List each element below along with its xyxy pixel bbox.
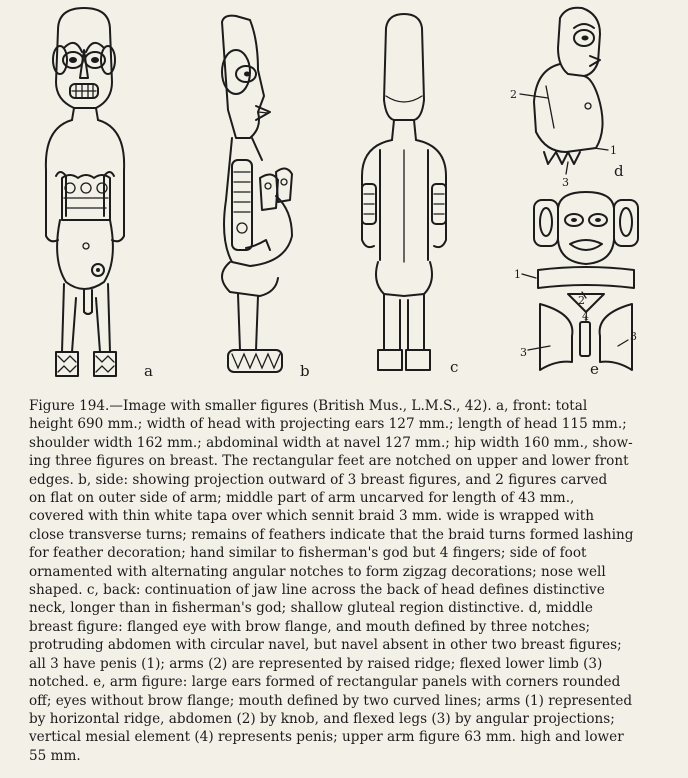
figure-c-back-view bbox=[362, 14, 458, 376]
caption-line: covered with thin white tapa over which sennit braid 3 mm. wide is wrapped with bbox=[29, 508, 595, 525]
e-callout-1: 1 bbox=[514, 268, 521, 281]
caption-line: 55 mm. bbox=[29, 747, 81, 764]
caption-line: close transverse turns; remains of feathers indicate that the braid turns formed lashing bbox=[29, 526, 634, 543]
figure-d-breast-figure bbox=[510, 8, 624, 189]
caption-line: on flat on outer side of arm; middle part of arm uncarved for length of 43 mm., bbox=[29, 490, 575, 507]
caption-line: ornamented with alternating angular notches to form zigzag decorations; nose well bbox=[29, 563, 606, 580]
caption-line: edges. b, side: showing projection outward of 3 breast figures, and 2 figures carved bbox=[29, 471, 608, 488]
caption-line: notched. e, arm figure: large ears formed of rectangular panels with corners rounded bbox=[29, 674, 621, 691]
caption-line: shaped. c, back: continuation of jaw line across the back of head defines distinctive bbox=[29, 582, 605, 599]
caption-line: vertical mesial element (4) represents penis; upper arm figure 63 mm. high and lower bbox=[29, 729, 624, 746]
caption-line: neck, longer than in fisherman's god; shallow gluteal region distinctive. d, middle bbox=[29, 600, 593, 617]
panel-label-a: a bbox=[144, 362, 153, 380]
caption-line: ing three figures on breast. The rectangular feet are notched on upper and lower front bbox=[29, 453, 629, 470]
d-callout-2: 2 bbox=[510, 88, 517, 101]
caption-line: for feather decoration; hand similar to fisherman's god but 4 fingers; side of foot bbox=[29, 545, 587, 562]
e-callout-2: 2 bbox=[578, 294, 585, 307]
e-callout-4: 4 bbox=[582, 310, 589, 323]
caption-line: Figure 194.—Image with smaller figures (British Mus., L.M.S., 42). a, front: total bbox=[29, 398, 588, 414]
caption-line: breast figure: flanged eye with brow flange, and mouth defined by three notches; bbox=[29, 618, 591, 635]
d-callout-3: 3 bbox=[562, 176, 569, 189]
figure-a-front-view bbox=[46, 8, 153, 380]
e-callout-3-right: 3 bbox=[630, 330, 637, 343]
panel-label-b: b bbox=[300, 362, 310, 380]
figure-caption bbox=[29, 397, 681, 765]
caption-line: height 690 mm.; width of head with projecting ears 127 mm.; length of head 115 mm.; bbox=[29, 416, 627, 433]
caption-line: all 3 have penis (1); arms (2) are represented by raised ridge; flexed lower limb (3) bbox=[29, 655, 603, 672]
caption-line: shoulder width 162 mm.; abdominal width at navel 127 mm.; hip width 160 mm., show- bbox=[29, 434, 633, 451]
caption-line: off; eyes without brow flange; mouth defined by two curved lines; arms (1) represented bbox=[29, 692, 633, 709]
panel-label-d: d bbox=[614, 162, 624, 180]
caption-line: by horizontal ridge, abdomen (2) by knob, and flexed legs (3) by angular projections; bbox=[29, 710, 615, 727]
figure-e-arm-figure bbox=[514, 192, 638, 378]
panel-label-c: c bbox=[450, 358, 459, 376]
figure-b-side-view bbox=[222, 16, 310, 380]
caption-line: protruding abdomen with circular navel, but navel absent in other two breast figures; bbox=[29, 637, 622, 654]
d-callout-1: 1 bbox=[610, 144, 617, 157]
e-callout-3-left: 3 bbox=[520, 346, 527, 359]
panel-label-e: e bbox=[590, 360, 599, 378]
